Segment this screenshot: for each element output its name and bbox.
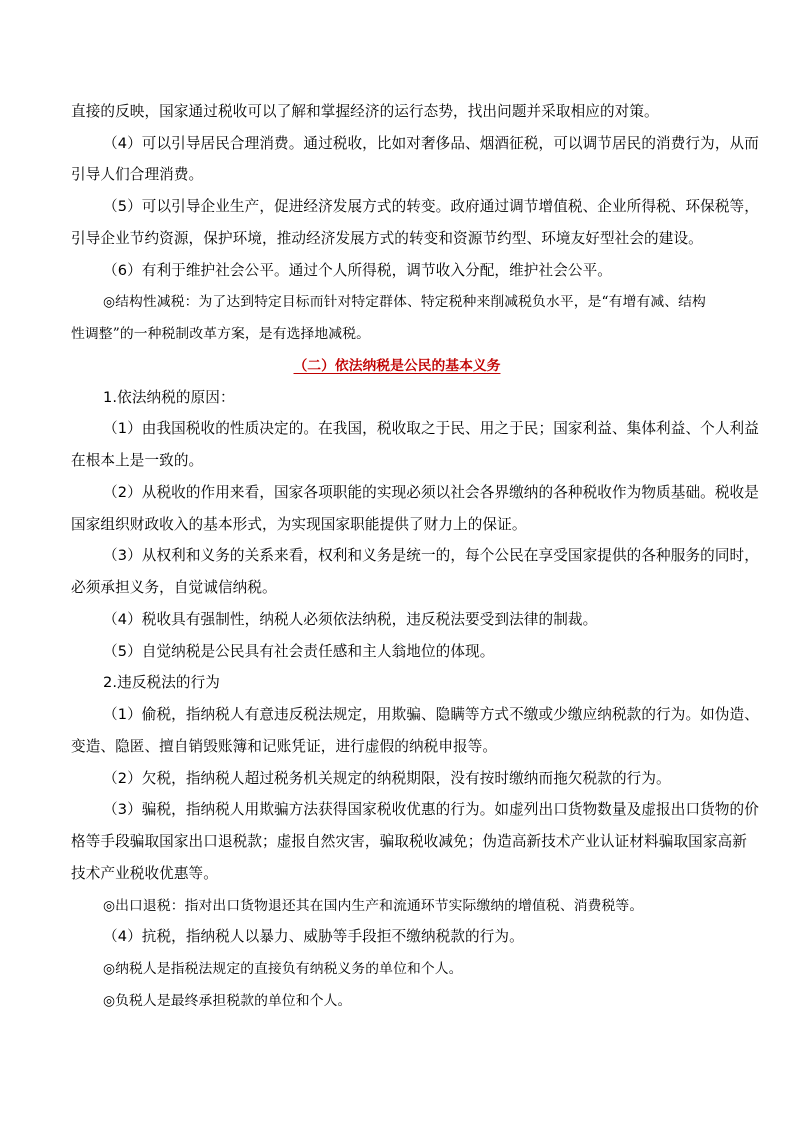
paragraph-line: （1）由我国税收的性质决定的。在我国，税收取之于民、用之于民；国家利益、集体利益、个人利益 — [103, 420, 759, 437]
definition-note: ◎负税人是最终承担税款的单位和个人。 — [103, 993, 352, 1009]
paragraph-line: （4）可以引导居民合理消费。通过税收，比如对奢侈品、烟酒征税，可以调节居民的消费行为，从而 — [103, 135, 759, 152]
definition-note: ◎纳税人是指税法规定的直接负有纳税义务的单位和个人。 — [103, 961, 463, 977]
paragraph-line: 引导人们合理消费。 — [71, 166, 204, 183]
paragraph-line: 技术产业税收优惠等。 — [71, 865, 218, 882]
definition-note: ◎结构性减税：为了达到特定目标而针对特定群体、特定税种来削减税负水平，是“有增有减、结构 — [103, 294, 706, 310]
definition-note: 性调整”的一种税制改革方案，是有选择地减税。 — [71, 326, 370, 342]
paragraph-line: （5）自觉纳税是公民具有社会责任感和主人翁地位的体现。 — [103, 643, 495, 660]
paragraph-line: （1）偷税，指纳税人有意违反税法规定，用欺骗、隐瞒等方式不缴或少缴应纳税款的行为。如伪造、 — [103, 706, 759, 723]
section-heading: （二）依法纳税是公民的基本义务 — [293, 358, 501, 374]
paragraph-line: （4）抗税，指纳税人以暴力、威胁等手段拒不缴纳税款的行为。 — [103, 928, 524, 945]
paragraph-line: （2）欠税，指纳税人超过税务机关规定的纳税期限，没有按时缴纳而拖欠税款的行为。 — [103, 770, 671, 787]
paragraph-line: 直接的反映，国家通过税收可以了解和掌握经济的运行态势，找出问题并采取相应的对策。 — [71, 103, 659, 120]
definition-note: ◎出口退税：指对出口货物退还其在国内生产和流通环节实际缴纳的增值税、消费税等。 — [103, 898, 644, 914]
paragraph-line: 格等手段骗取国家出口退税款；虚报自然灾害，骗取税收减免；伪造高新技术产业认证材料骗取国家高新 — [71, 833, 747, 850]
paragraph-line: 引导企业节约资源，保护环境，推动经济发展方式的转变和资源节约型、环境友好型社会的建设。 — [71, 230, 703, 247]
paragraph-line: （5）可以引导企业生产，促进经济发展方式的转变。政府通过调节增值税、企业所得税、环保税等， — [103, 198, 759, 215]
paragraph-line: 国家组织财政收入的基本形式，为实现国家职能提供了财力上的保证。 — [71, 516, 527, 533]
paragraph-line: （4）税收具有强制性，纳税人必须依法纳税，违反税法要受到法律的制裁。 — [103, 611, 598, 628]
subsection-title: 2.违反税法的行为 — [103, 674, 220, 691]
paragraph-line: （6）有利于维护社会公平。通过个人所得税，调节收入分配，维护社会公平。 — [103, 262, 612, 279]
paragraph-line: （2）从税收的作用来看，国家各项职能的实现必须以社会各界缴纳的各种税收作为物质基础。税收是 — [103, 484, 759, 501]
paragraph-line: 在根本上是一致的。 — [71, 452, 204, 469]
paragraph-line: 必须承担义务，自觉诚信纳税。 — [71, 579, 277, 596]
paragraph-line: 变造、隐匿、擅自销毁账簿和记账凭证，进行虚假的纳税申报等。 — [71, 738, 498, 755]
subsection-title: 1.依法纳税的原因： — [103, 389, 235, 406]
paragraph-line: （3）骗税，指纳税人用欺骗方法获得国家税收优惠的行为。如虚列出口货物数量及虚报出口货物的价 — [103, 801, 759, 818]
paragraph-line: （3）从权利和义务的关系来看，权利和义务是统一的，每个公民在享受国家提供的各种服务的同时， — [103, 547, 759, 564]
